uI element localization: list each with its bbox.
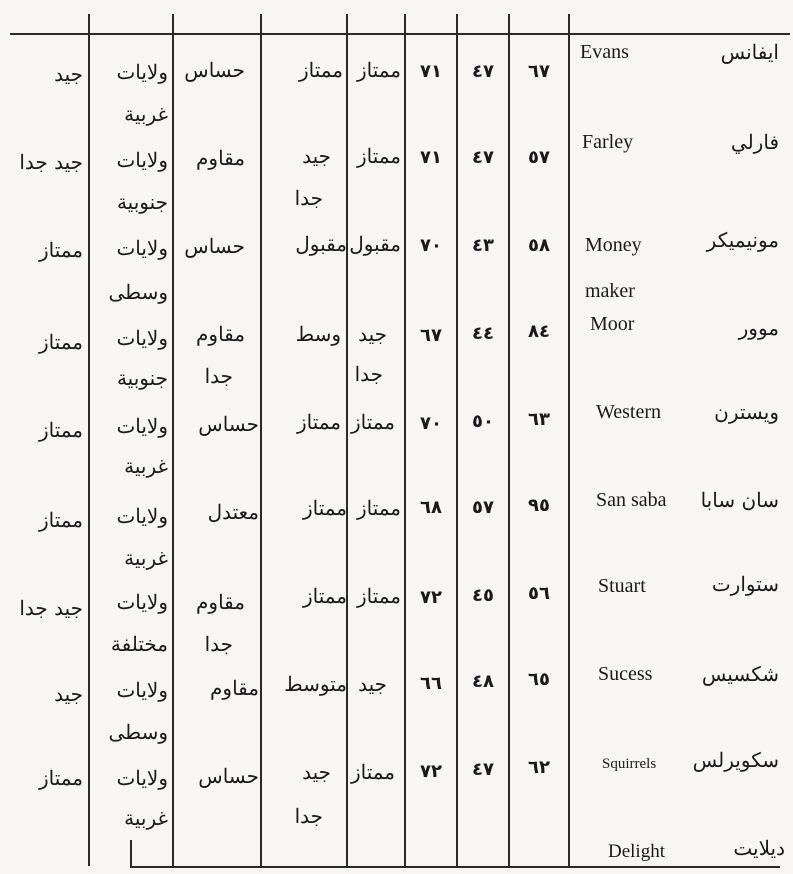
region-cont: جنوبية: [116, 190, 168, 214]
resistance: حساس: [198, 764, 259, 788]
resistance-cont: جدا: [204, 364, 233, 388]
resistance: مقاوم: [210, 676, 259, 700]
rating-b: مقبول: [295, 232, 347, 256]
value-2: ٥٧: [472, 497, 494, 518]
quality: ممتاز: [38, 508, 83, 532]
value-2: ٤٧: [472, 147, 494, 168]
variety-ar: شكسيس: [701, 662, 779, 686]
col-divider-4: [404, 14, 406, 866]
region: ولايات: [116, 414, 168, 438]
rating-a: جيد: [358, 672, 387, 696]
resistance: حساس: [184, 58, 245, 82]
rating-b: ممتاز: [298, 58, 343, 82]
col-divider-1: [568, 14, 570, 866]
value-1: ٦٢: [528, 757, 550, 778]
variety-en: Western: [596, 401, 662, 423]
region: ولايات: [116, 148, 168, 172]
value-1: ٩٥: [528, 495, 550, 516]
value-3: ٧٢: [420, 587, 442, 608]
variety-en: Moor: [590, 313, 635, 335]
quality: جيد جدا: [19, 596, 83, 620]
region-cont: جنوبية: [116, 366, 168, 390]
rating-b-cont: جدا: [294, 804, 323, 828]
resistance: حساس: [184, 234, 245, 258]
rating-b: ممتاز: [302, 584, 347, 608]
quality: ممتاز: [38, 330, 83, 354]
rating-a-cont: جدا: [354, 362, 383, 386]
region: ولايات: [116, 766, 168, 790]
col-divider-2: [508, 14, 510, 866]
value-3: ٧٠: [420, 235, 442, 256]
rating-b: متوسط: [284, 672, 347, 696]
variety-en: Evans: [580, 41, 629, 63]
value-1: ٥٧: [528, 147, 550, 168]
value-1: ٨٤: [528, 321, 550, 342]
col-divider-8: [88, 14, 90, 866]
rating-a: ممتاز: [350, 410, 395, 434]
region: ولايات: [116, 678, 168, 702]
region: ولايات: [116, 326, 168, 350]
value-2: ٤٥: [472, 585, 494, 606]
value-2: ٤٤: [472, 323, 494, 344]
rating-a: مقبول: [349, 232, 401, 256]
quality: جيد: [54, 682, 83, 706]
rating-a: جيد: [358, 322, 387, 346]
quality: ممتاز: [38, 418, 83, 442]
col-divider-9: [130, 840, 132, 868]
value-3: ٧١: [420, 61, 442, 82]
resistance: مقاوم: [196, 146, 245, 170]
region-cont: غربية: [124, 546, 168, 570]
resistance: مقاوم: [196, 590, 245, 614]
variety-en: Sucess: [598, 663, 653, 685]
quality: جيد جدا: [19, 150, 83, 174]
value-3: ٦٦: [420, 673, 442, 694]
rating-a: ممتاز: [350, 760, 395, 784]
value-1: ٦٧: [528, 61, 550, 82]
variety-en: Money maker: [585, 234, 642, 302]
value-1: ٥٦: [528, 583, 550, 604]
region: ولايات: [116, 236, 168, 260]
rating-b: ممتاز: [296, 410, 341, 434]
quality: ممتاز: [38, 238, 83, 262]
variety-ar: مونيميكر: [706, 228, 779, 252]
rating-a: ممتاز: [356, 584, 401, 608]
region-cont: غربية: [124, 454, 168, 478]
variety-en: San saba: [596, 489, 667, 511]
value-3: ٧٠: [420, 413, 442, 434]
value-2: ٥٠: [472, 411, 494, 432]
region-cont: وسطى: [108, 280, 168, 304]
variety-ar: ويسترن: [714, 400, 779, 424]
value-3: ٦٨: [420, 497, 442, 518]
variety-ar: سان سابا: [700, 488, 779, 512]
resistance-cont: جدا: [204, 632, 233, 656]
region-cont: غربية: [124, 806, 168, 830]
quality: جيد: [54, 62, 83, 86]
variety-ar: ايفانس: [720, 40, 779, 64]
col-divider-5: [346, 14, 348, 866]
variety-ar: موور: [738, 316, 779, 340]
col-divider-7: [172, 14, 174, 866]
variety-en: Farley: [582, 131, 634, 153]
value-1: ٥٨: [528, 235, 550, 256]
bottom-rule: [130, 866, 780, 868]
value-1: ٦٥: [528, 669, 550, 690]
rating-b: جيد: [302, 144, 331, 168]
rating-a: ممتاز: [356, 58, 401, 82]
rating-b: وسط: [295, 322, 341, 346]
value-2: ٤٨: [472, 671, 494, 692]
variety-ar: سكويرلس: [692, 748, 779, 772]
region-cont: وسطى: [108, 720, 168, 744]
region-cont: مختلفة: [110, 632, 168, 656]
variety-ar: فارلي: [730, 130, 779, 154]
rating-b: جيد: [302, 760, 331, 784]
rating-b: ممتاز: [302, 496, 347, 520]
rating-a: ممتاز: [356, 496, 401, 520]
rating-b-cont: جدا: [294, 186, 323, 210]
region: ولايات: [116, 504, 168, 528]
value-2: ٤٧: [472, 759, 494, 780]
value-2: ٤٧: [472, 61, 494, 82]
value-3: ٦٧: [420, 325, 442, 346]
resistance: مقاوم: [196, 322, 245, 346]
top-rule: [10, 33, 790, 35]
quality: ممتاز: [38, 766, 83, 790]
region: ولايات: [116, 590, 168, 614]
region: ولايات: [116, 60, 168, 84]
variety-en: Delight: [608, 841, 665, 862]
value-2: ٤٣: [472, 235, 494, 256]
col-divider-6: [260, 14, 262, 866]
variety-en: Squirrels: [602, 756, 657, 772]
resistance: معتدل: [207, 500, 259, 524]
value-1: ٦٣: [528, 409, 550, 430]
variety-en: Stuart: [598, 575, 646, 597]
variety-ar: ستوارت: [711, 572, 779, 596]
region-cont: غربية: [124, 102, 168, 126]
value-3: ٧١: [420, 147, 442, 168]
resistance: حساس: [198, 412, 259, 436]
value-3: ٧٢: [420, 761, 442, 782]
variety-ar: ديلايت: [733, 836, 785, 860]
rating-a: ممتاز: [356, 144, 401, 168]
col-divider-3: [456, 14, 458, 866]
